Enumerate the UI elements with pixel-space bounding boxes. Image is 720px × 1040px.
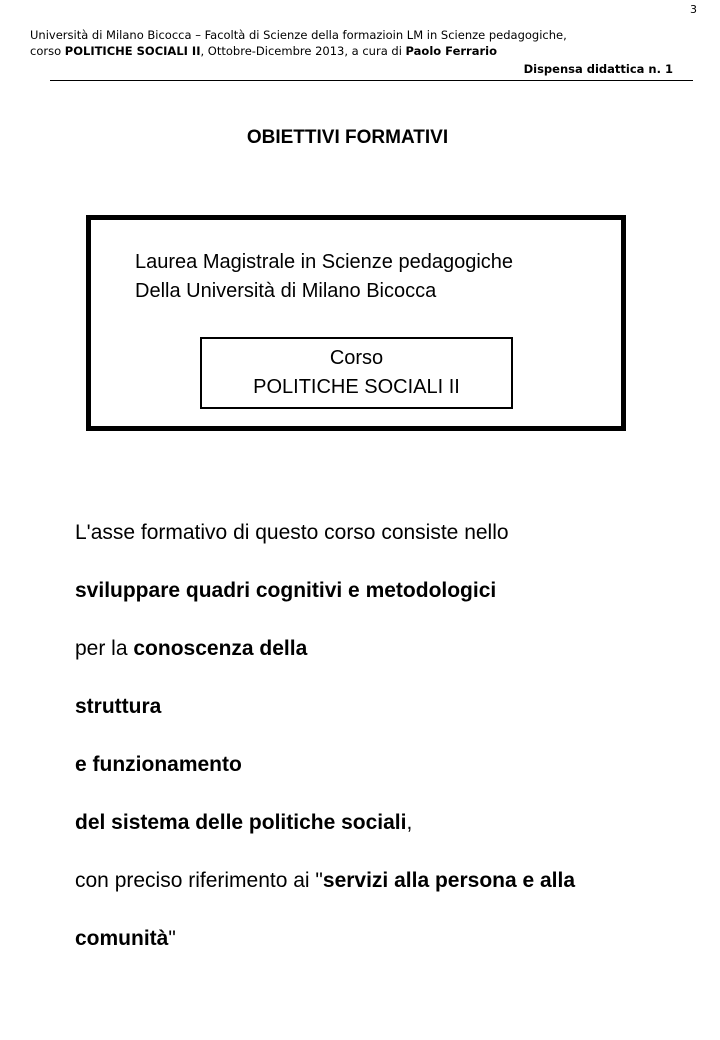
body-line-7 [75,865,575,923]
body-line-8-bold: comunità [75,927,169,950]
body-line-4 [75,691,575,749]
course-label: Corso [329,347,384,369]
page-title: OBIETTIVI FORMATIVI [246,127,449,148]
body-line-6-plain: , [406,811,413,834]
header-line-1: Università di Milano Bicocca – Facoltà di Scienze della formazioin LM in Scienze pedagogiche, [30,28,567,42]
header-divider [50,80,693,81]
body-line-7-plain: con preciso riferimento ai " [75,869,323,892]
course-name: POLITICHE SOCIALI II [253,376,460,398]
handout-label: Dispensa didattica n. 1 [523,62,673,76]
course-box [200,337,513,409]
degree-text [135,248,513,306]
degree-line-1: Laurea Magistrale in Scienze pedagogiche [135,251,514,273]
body-line-3-plain: per la [75,637,134,660]
header-course-name: POLITICHE SOCIALI II [64,44,201,58]
header-author: Paolo Ferrario [405,44,497,58]
document-header [30,27,567,59]
body-line-7-bold: servizi alla persona e alla [322,869,576,892]
body-line-1: L'asse formativo di questo corso consiste nello [75,521,509,544]
body-line-5 [75,749,575,807]
body-line-2-bold: sviluppare quadri cognitivi e metodologici [75,579,497,602]
body-line-8-plain: " [168,927,176,950]
body-line-6-bold: del sistema delle politiche sociali [75,811,407,834]
body-line-5-bold: e funzionamento [75,753,242,776]
body-line-3 [75,633,575,691]
header-line-2 [30,43,567,59]
header-course-prefix: corso [30,44,65,58]
body-line-8 [75,923,575,981]
body-line-3-bold: conoscenza della [133,637,308,660]
objectives-text [75,517,575,981]
header-date-curator: , Ottobre-Dicembre 2013, a cura di [200,44,406,58]
body-line-6 [75,807,575,865]
degree-line-2: Della Università di Milano Bicocca [135,280,437,302]
body-line-2 [75,575,575,633]
body-line-4-bold: struttura [75,695,162,718]
page-number: 3 [690,3,697,16]
